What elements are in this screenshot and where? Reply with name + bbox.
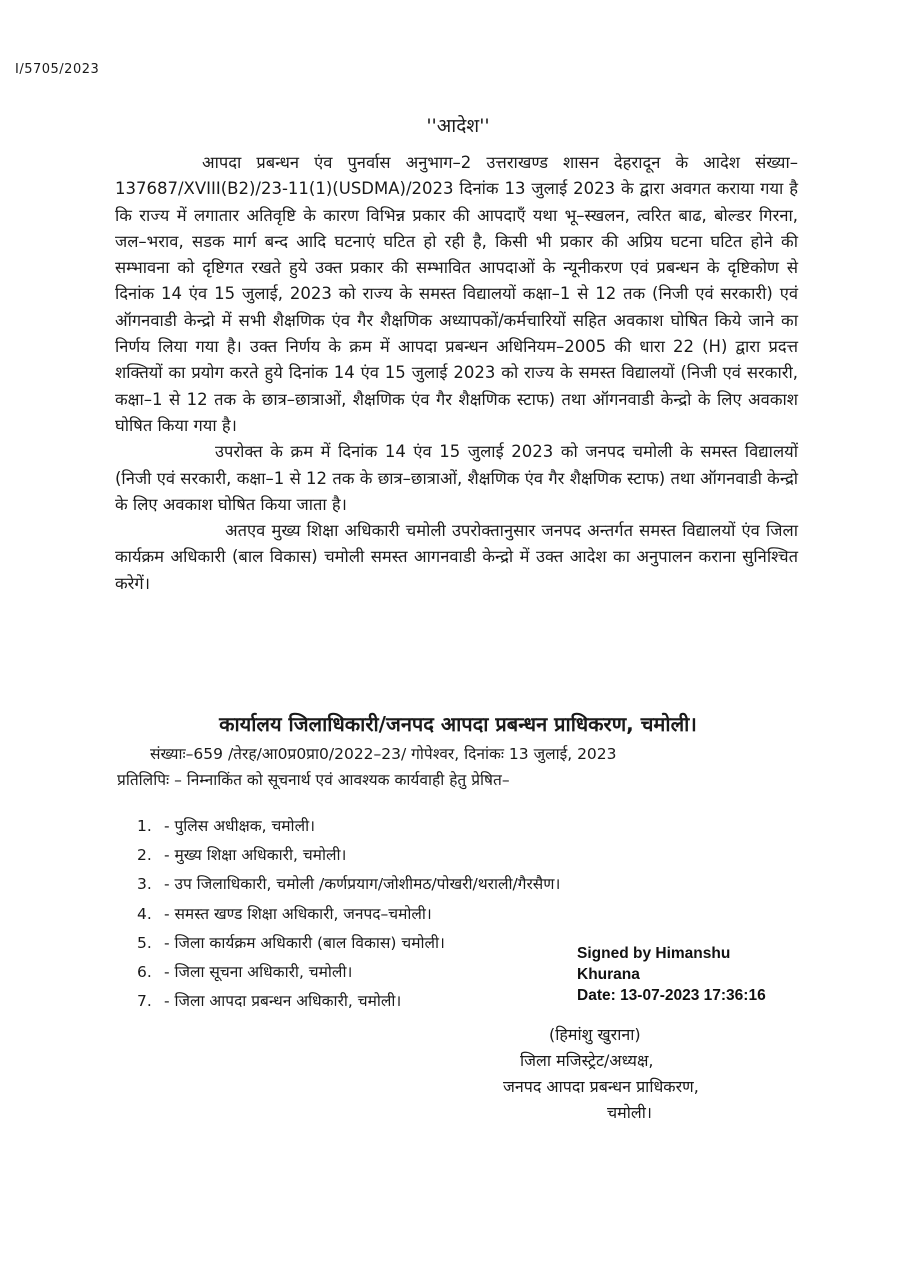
list-number: 1. bbox=[137, 817, 152, 835]
list-item bbox=[137, 987, 560, 1016]
list-number: 7. bbox=[137, 992, 152, 1011]
list-item bbox=[137, 900, 560, 929]
list-number: 2. bbox=[137, 846, 152, 865]
list-text: - जिला कार्यक्रम अधिकारी (बाल विकास) चमोली। bbox=[163, 933, 445, 952]
list-item bbox=[137, 958, 560, 987]
distribution-list bbox=[137, 812, 560, 1016]
digital-signature-stamp bbox=[577, 943, 766, 1006]
paragraph-3: अतएव मुख्य शिक्षा अधिकारी चमोली उपरोक्तानुसार जनपद अन्तर्गत समस्त विद्यालयों एंव जिला कार्यक्रम अधिकारी (बाल विकास) चमोली समस्त आगनवाडी केन्द्रो में उक्त आदेश का अनुपालन कराना सुनिश्चित करेगें। bbox=[115, 521, 798, 593]
signatory-place: चमोली। bbox=[607, 1103, 652, 1122]
list-number: 5. bbox=[137, 933, 152, 952]
list-text: - समस्त खण्ड शिक्षा अधिकारी, जनपद–चमोली। bbox=[163, 904, 432, 923]
list-number: 3. bbox=[137, 875, 152, 894]
list-item bbox=[137, 812, 560, 841]
signature-date: Date: 13-07-2023 17:36:16 bbox=[577, 987, 766, 1004]
list-item bbox=[137, 870, 560, 899]
reference-line: संख्याः–659 /तेरह/आ0प्र0प्रा0/2022–23/ गोपेश्वर, दिनांकः 13 जुलाई, 2023 bbox=[150, 745, 617, 763]
office-heading: कार्यालय जिलाधिकारी/जनपद आपदा प्रबन्धन प्राधिकरण, चमोली। bbox=[219, 712, 697, 736]
order-body bbox=[115, 150, 798, 597]
list-item bbox=[137, 929, 560, 958]
signature-name: Khurana bbox=[577, 966, 640, 983]
list-number: 6. bbox=[137, 962, 152, 981]
signatory-name: (हिमांशु खुराना) bbox=[549, 1025, 641, 1044]
signature-signed-by: Signed by Himanshu bbox=[577, 945, 731, 962]
list-text: - उप जिलाधिकारी, चमोली /कर्णप्रयाग/जोशीमठ/पोखरी/थराली/गैरसैण। bbox=[163, 875, 561, 894]
list-text: - जिला सूचना अधिकारी, चमोली। bbox=[163, 962, 353, 981]
copy-to-line: प्रतिलिपिः – निम्नाकिंत को सूचनार्थ एवं आवश्यक कार्यवाही हेतु प्रेषित– bbox=[117, 771, 510, 789]
document-number: I/5705/2023 bbox=[15, 62, 100, 77]
list-number: 4. bbox=[137, 904, 152, 923]
paragraph-2: उपरोक्त के क्रम में दिनांक 14 एंव 15 जुलाई 2023 को जनपद चमोली के समस्त विद्यालयों (निजी एवं सरकारी, कक्षा–1 से 12 तक के छात्र–छात्राओं, शैक्षणिक एंव गैर शैक्षणिक स्टाफ) तथा ऑगनवाडी केन्द्रो के लिए अवकाश घोषित किया जाता है। bbox=[115, 442, 798, 514]
list-text: - मुख्य शिक्षा अधिकारी, चमोली। bbox=[163, 846, 347, 865]
list-text: - जिला आपदा प्रबन्धन अधिकारी, चमोली। bbox=[163, 992, 402, 1011]
order-title: ''आदेश'' bbox=[426, 115, 490, 137]
signatory-authority: जनपद आपदा प्रबन्धन प्राधिकरण, bbox=[503, 1077, 699, 1096]
list-text: - पुलिस अधीक्षक, चमोली। bbox=[163, 817, 315, 835]
paragraph-1: आपदा प्रबन्धन एंव पुनर्वास अनुभाग–2 उत्तराखण्ड शासन देहरादून के आदेश संख्या– 137687/XVIII(B2)/23-11(1)(USDMA)/2023 दिनांक 13 जुलाई 2023 के द्वारा अवगत कराया गया है कि राज्य में लगातार अतिवृष्टि के कारण विभिन्न प्रकार की आपदाएँ यथा भू–स्खलन, त्वरित बाढ, बोल्डर गिरना, जल–भराव, सडक मार्ग बन्द आदि घटनाएं घटित हो रही है, किसी भी प्रकार की अप्रिय घटना घटित होने की सम्भावना को दृष्टिगत रखते हुये उक्त प्रकार की सम्भावित आपदाओं के न्यूनीकरण एवं प्रबन्धन के दृष्टिकोण से दिनांक 14 एंव 15 जुलाई, 2023 को राज्य के समस्त विद्यालयों कक्षा–1 से 12 तक (निजी एवं सरकारी) एवं ऑगनवाडी केन्द्रो में सभी शैक्षणिक एंव गैर शैक्षणिक अध्यापकों/कर्मचारियों सहित अवकाश घोषित किये जाने का निर्णय लिया गया है। उक्त निर्णय के क्रम में आपदा प्रबन्धन अधिनियम–2005 की धारा 22 (H) द्वारा प्रदत्त शक्तियों का प्रयोग करते हुये दिनांक 14 एंव 15 जुलाई 2023 को राज्य के समस्त विद्यालयों (निजी एवं सरकारी, कक्षा–1 से 12 तक के छात्र–छात्राओं, शैक्षणिक एंव गैर शैक्षणिक स्टाफ) तथा ऑगनवाडी केन्द्रो के लिए अवकाश घोषित किया गया है। bbox=[115, 153, 798, 435]
list-item bbox=[137, 841, 560, 870]
signatory-designation: जिला मजिस्ट्रेट/अध्यक्ष, bbox=[520, 1051, 654, 1070]
